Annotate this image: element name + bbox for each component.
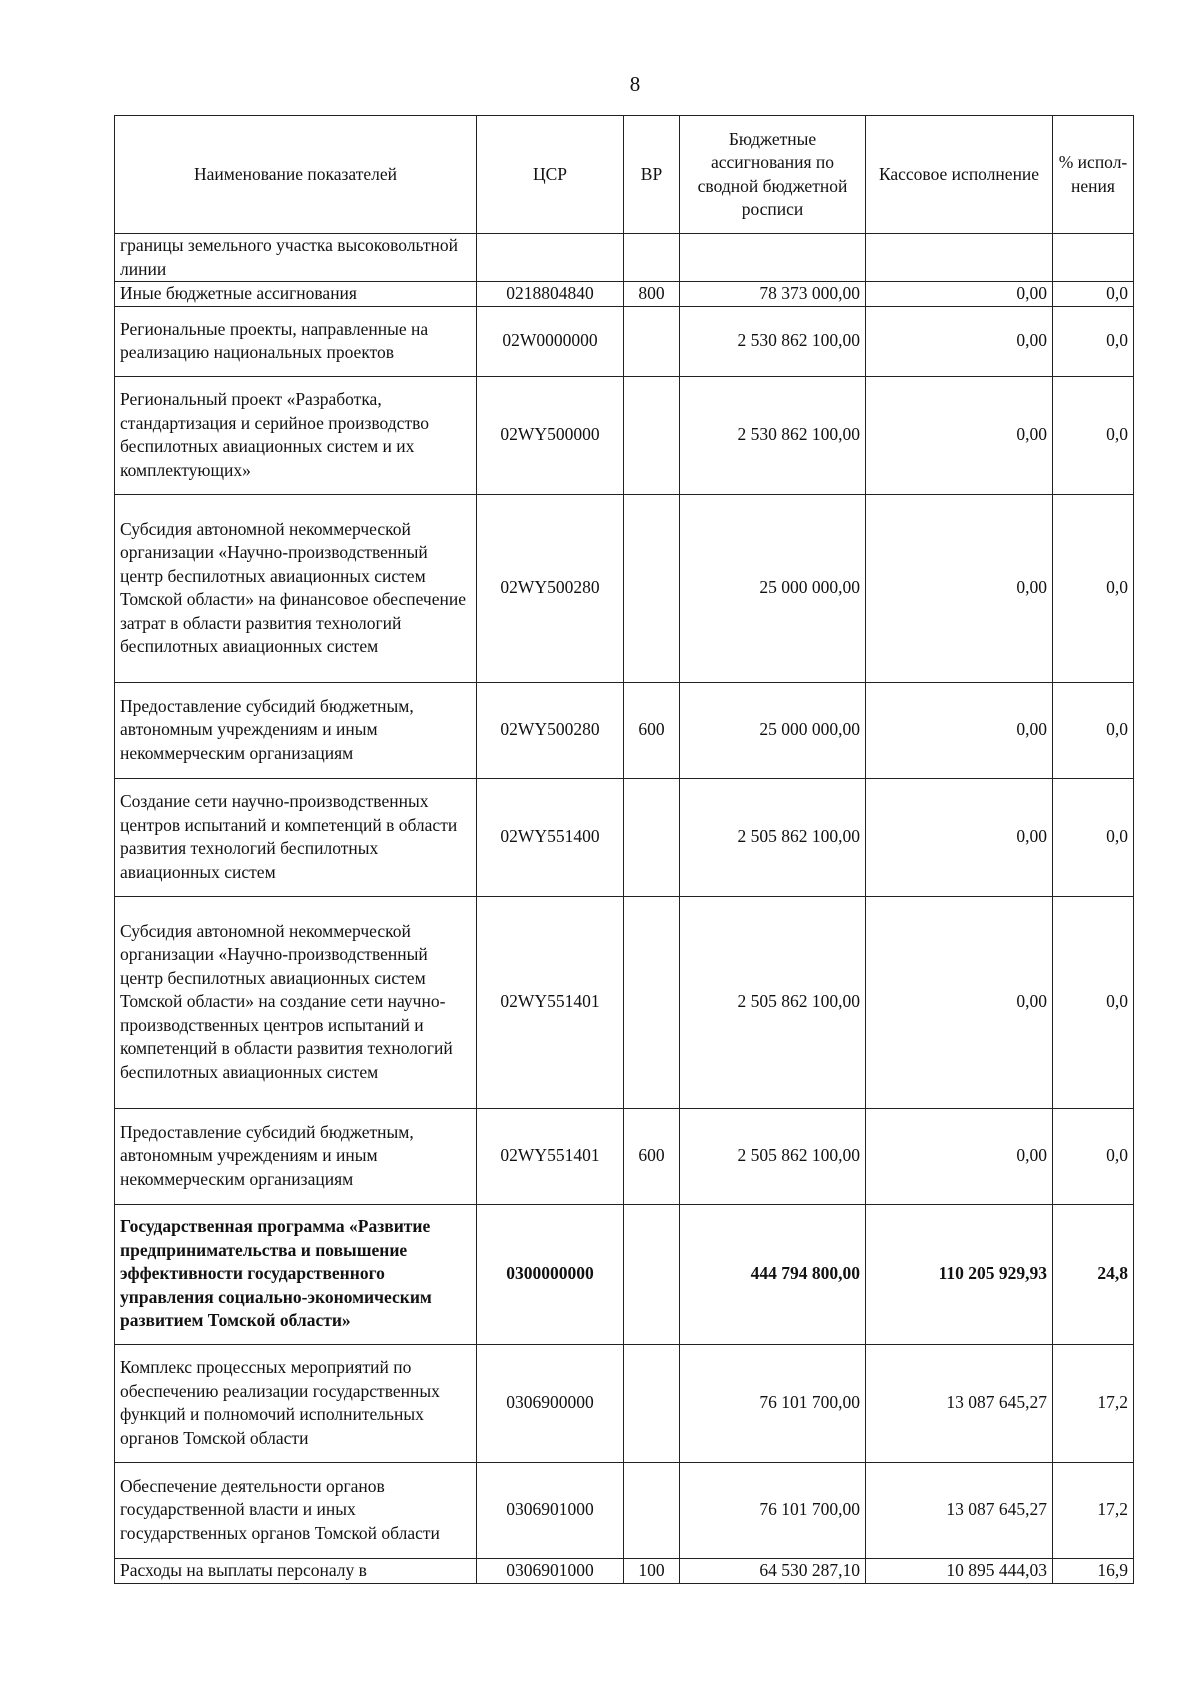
table-row (115, 234, 1134, 282)
table-row (115, 306, 1134, 376)
cell-csr: 02WY500280 (477, 494, 624, 682)
cell-name: Иные бюджетные ассигнования (115, 282, 477, 307)
cell-cash: 110 205 929,93 (866, 1204, 1053, 1344)
cell-cash: 0,00 (866, 306, 1053, 376)
cell-name: Региональный проект «Разработка, стандартизация и серийное производство беспилотных авиационных систем и их комплектующих» (115, 376, 477, 494)
cell-pct: 0,0 (1053, 282, 1134, 307)
cell-cash: 0,00 (866, 778, 1053, 896)
budget-execution-table (114, 115, 1134, 1584)
cell-pct: 0,0 (1053, 306, 1134, 376)
header-vr: ВР (624, 116, 680, 234)
table-row (115, 1462, 1134, 1558)
table-row (115, 1108, 1134, 1204)
cell-name: Субсидия автономной некоммерческой организации «Научно-производственный центр беспилотных авиационных систем Томской области» на финансовое обеспечение затрат в области развития технологий беспилотных авиационных систем (115, 494, 477, 682)
table-row (115, 1558, 1134, 1583)
cell-budget: 76 101 700,00 (680, 1344, 866, 1462)
cell-name: Комплекс процессных мероприятий по обеспечению реализации государственных функций и полномочий исполнительных органов Томской области (115, 1344, 477, 1462)
cell-budget: 2 505 862 100,00 (680, 778, 866, 896)
cell-name: границы земельного участка высоковольтной линии (115, 234, 477, 282)
cell-csr: 0218804840 (477, 282, 624, 307)
cell-vr (624, 896, 680, 1108)
cell-csr: 02WY551401 (477, 1108, 624, 1204)
cell-csr (477, 234, 624, 282)
table-header-row (115, 116, 1134, 234)
cell-cash: 0,00 (866, 896, 1053, 1108)
header-name: Наименование показателей (115, 116, 477, 234)
cell-cash: 0,00 (866, 1108, 1053, 1204)
table-row (115, 1204, 1134, 1344)
header-budget: Бюджетные ассигнования по сводной бюджетной росписи (680, 116, 866, 234)
cell-pct: 0,0 (1053, 376, 1134, 494)
cell-vr: 600 (624, 682, 680, 778)
cell-cash: 10 895 444,03 (866, 1558, 1053, 1583)
cell-cash (866, 234, 1053, 282)
cell-csr: 02WY551401 (477, 896, 624, 1108)
cell-budget (680, 234, 866, 282)
cell-pct: 17,2 (1053, 1344, 1134, 1462)
cell-name: Обеспечение деятельности органов государственной власти и иных государственных органов Томской области (115, 1462, 477, 1558)
cell-pct (1053, 234, 1134, 282)
cell-vr (624, 234, 680, 282)
header-csr: ЦСР (477, 116, 624, 234)
cell-cash: 0,00 (866, 376, 1053, 494)
cell-csr: 0306901000 (477, 1462, 624, 1558)
cell-cash: 0,00 (866, 494, 1053, 682)
page-number: 8 (629, 72, 641, 96)
cell-pct: 0,0 (1053, 682, 1134, 778)
cell-budget: 25 000 000,00 (680, 682, 866, 778)
cell-name: Создание сети научно-производственных центров испытаний и компетенций в области развития технологий беспилотных авиационных систем (115, 778, 477, 896)
cell-vr (624, 1344, 680, 1462)
cell-csr: 02WY500280 (477, 682, 624, 778)
cell-csr: 02WY500000 (477, 376, 624, 494)
cell-name: Расходы на выплаты персоналу в (115, 1558, 477, 1583)
cell-pct: 0,0 (1053, 1108, 1134, 1204)
cell-budget: 2 530 862 100,00 (680, 376, 866, 494)
table-row (115, 376, 1134, 494)
cell-csr: 02W0000000 (477, 306, 624, 376)
table-row (115, 282, 1134, 307)
cell-budget: 2 505 862 100,00 (680, 1108, 866, 1204)
cell-pct: 24,8 (1053, 1204, 1134, 1344)
cell-vr: 600 (624, 1108, 680, 1204)
cell-vr: 800 (624, 282, 680, 307)
cell-vr (624, 306, 680, 376)
cell-csr: 0306901000 (477, 1558, 624, 1583)
cell-name: Государственная программа «Развитие предпринимательства и повышение эффективности государственного управления социально-экономическим развитием Томской области» (115, 1204, 477, 1344)
cell-vr (624, 778, 680, 896)
header-cash: Кассовое исполнение (866, 116, 1053, 234)
cell-vr (624, 1462, 680, 1558)
cell-pct: 0,0 (1053, 896, 1134, 1108)
cell-cash: 13 087 645,27 (866, 1462, 1053, 1558)
cell-pct: 0,0 (1053, 778, 1134, 896)
cell-budget: 64 530 287,10 (680, 1558, 866, 1583)
cell-cash: 13 087 645,27 (866, 1344, 1053, 1462)
cell-budget: 25 000 000,00 (680, 494, 866, 682)
cell-vr (624, 376, 680, 494)
cell-csr: 0306900000 (477, 1344, 624, 1462)
table-row (115, 682, 1134, 778)
cell-budget: 2 530 862 100,00 (680, 306, 866, 376)
cell-name: Субсидия автономной некоммерческой организации «Научно-производственный центр беспилотных авиационных систем Томской области» на создание сети научно-производственных центров испытаний и компетенций в области развития технологий беспилотных авиационных систем (115, 896, 477, 1108)
cell-budget: 444 794 800,00 (680, 1204, 866, 1344)
cell-budget: 2 505 862 100,00 (680, 896, 866, 1108)
cell-cash: 0,00 (866, 682, 1053, 778)
cell-name: Региональные проекты, направленные на реализацию национальных проектов (115, 306, 477, 376)
cell-csr: 0300000000 (477, 1204, 624, 1344)
cell-pct: 0,0 (1053, 494, 1134, 682)
cell-name: Предоставление субсидий бюджетным, автономным учреждениям и иным некоммерческим организациям (115, 1108, 477, 1204)
table-row (115, 896, 1134, 1108)
cell-vr: 100 (624, 1558, 680, 1583)
cell-pct: 17,2 (1053, 1462, 1134, 1558)
table-row (115, 1344, 1134, 1462)
cell-vr (624, 494, 680, 682)
table-row (115, 494, 1134, 682)
header-pct: % испол-нения (1053, 116, 1134, 234)
table-body (115, 234, 1134, 1584)
cell-cash: 0,00 (866, 282, 1053, 307)
table-row (115, 778, 1134, 896)
cell-budget: 76 101 700,00 (680, 1462, 866, 1558)
cell-vr (624, 1204, 680, 1344)
cell-budget: 78 373 000,00 (680, 282, 866, 307)
cell-csr: 02WY551400 (477, 778, 624, 896)
cell-name: Предоставление субсидий бюджетным, автономным учреждениям и иным некоммерческим организациям (115, 682, 477, 778)
cell-pct: 16,9 (1053, 1558, 1134, 1583)
